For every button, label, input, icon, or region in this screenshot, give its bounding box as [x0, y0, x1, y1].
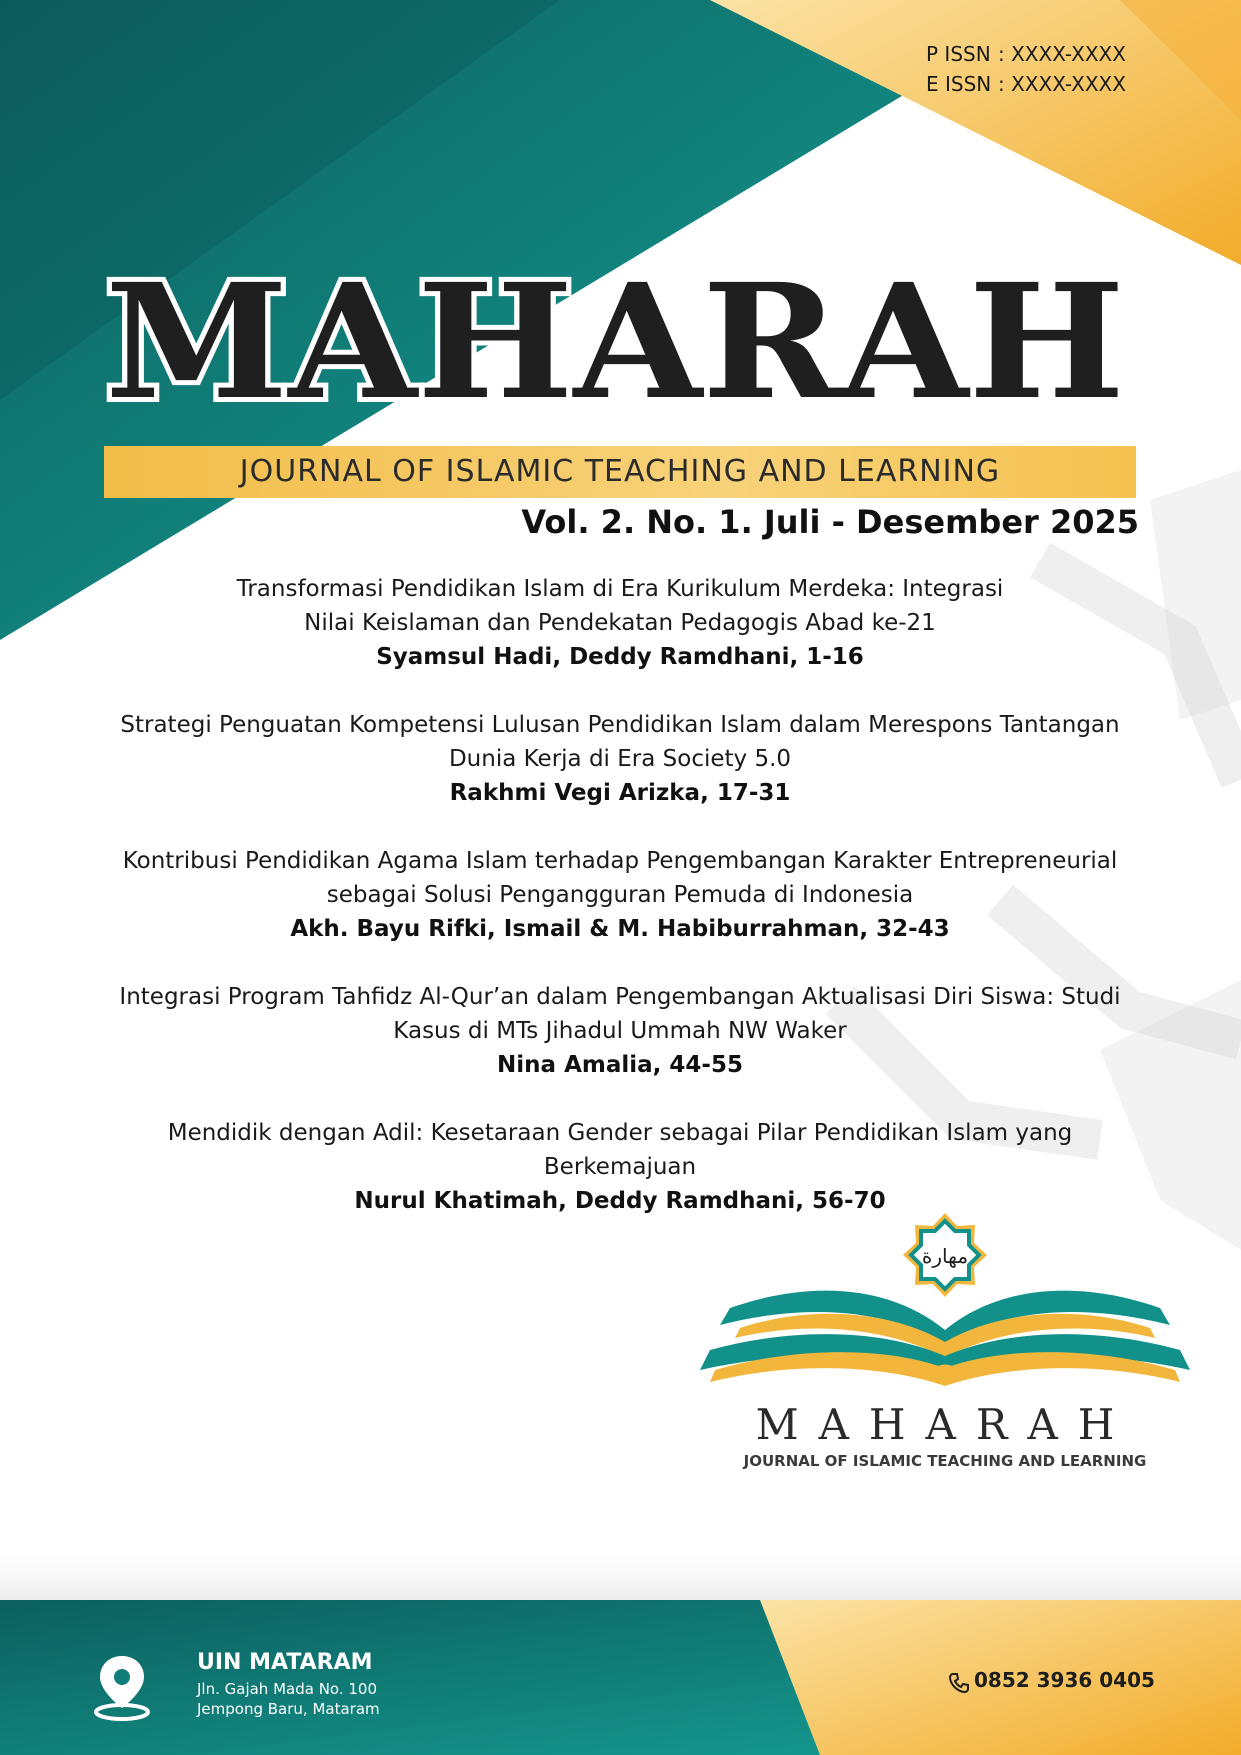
article-entry	[96, 1116, 1144, 1218]
article-title-line: Mendidik dengan Adil: Kesetaraan Gender sebagai Pilar Pendidikan Islam yang	[167, 1120, 1073, 1146]
article-authors: Syamsul Hadi, Deddy Ramdhani, 1-16	[376, 644, 864, 670]
article-authors: Nurul Khatimah, Deddy Ramdhani, 56-70	[354, 1188, 886, 1214]
volume-issue: Vol. 2. No. 1. Juli - Desember 2025	[521, 503, 1139, 541]
journal-subtitle: JOURNAL OF ISLAMIC TEACHING AND LEARNING	[239, 454, 1001, 489]
article-title-line: Berkemajuan	[543, 1154, 697, 1180]
table-of-contents	[96, 572, 1144, 1252]
article-title-line: Dunia Kerja di Era Society 5.0	[448, 746, 792, 772]
article-entry	[96, 572, 1144, 674]
article-entry	[96, 708, 1144, 810]
phone-icon	[948, 1672, 970, 1694]
article-title-line: Kontribusi Pendidikan Agama Islam terhadap Pengembangan Karakter Entrepreneurial	[122, 848, 1118, 874]
print-issn	[926, 42, 1126, 66]
article-title-line: Kasus di MTs Jihadul Ummah NW Waker	[393, 1018, 847, 1044]
masthead-title: MAHARAH	[105, 265, 1125, 415]
star-emblem-icon	[903, 1213, 987, 1297]
article-authors: Akh. Bayu Rifki, Ismail & M. Habiburrahman, 32-43	[290, 916, 950, 942]
article-title-line: Strategi Penguatan Kompetensi Lulusan Pendidikan Islam dalam Merespons Tantangan	[120, 712, 1120, 738]
electronic-issn	[926, 72, 1126, 96]
article-authors: Rakhmi Vegi Arizka, 17-31	[449, 780, 791, 806]
article-entry	[96, 844, 1144, 946]
footer-phone: 0852 3936 0405	[974, 1668, 1155, 1692]
print-issn-label: P ISSN	[926, 42, 991, 66]
article-title-line: Transformasi Pendidikan Islam di Era Kurikulum Merdeka: Integrasi	[236, 576, 1004, 602]
article-authors: Nina Amalia, 44-55	[497, 1052, 743, 1078]
footer-address-line: Jln. Gajah Mada No. 100	[197, 1680, 377, 1698]
electronic-issn-value: : XXXX-XXXX	[998, 72, 1126, 96]
print-issn-value: : XXXX-XXXX	[998, 42, 1126, 66]
article-entry	[96, 980, 1144, 1082]
article-title-line: Integrasi Program Tahfidz Al-Qur’an dalam Pengembangan Aktualisasi Diri Siswa: Studi	[119, 984, 1121, 1010]
subtitle-banner	[104, 446, 1136, 498]
logo-subtitle: JOURNAL OF ISLAMIC TEACHING AND LEARNING	[743, 1452, 1147, 1470]
emblem-calligraphy: مهارة	[921, 1244, 969, 1268]
footer-address-line: Jempong Baru, Mataram	[197, 1700, 380, 1718]
logo-wordmark: MAHARAH	[755, 1400, 1135, 1449]
article-title-line: sebagai Solusi Pengangguran Pemuda di Indonesia	[326, 882, 914, 908]
electronic-issn-label: E ISSN	[926, 72, 992, 96]
footer-institution: UIN MATARAM	[197, 1650, 373, 1675]
masthead-logo	[100, 265, 1130, 415]
location-pin-icon	[94, 1652, 150, 1722]
article-title-line: Nilai Keislaman dan Pendekatan Pedagogis Abad ke-21	[304, 610, 936, 636]
